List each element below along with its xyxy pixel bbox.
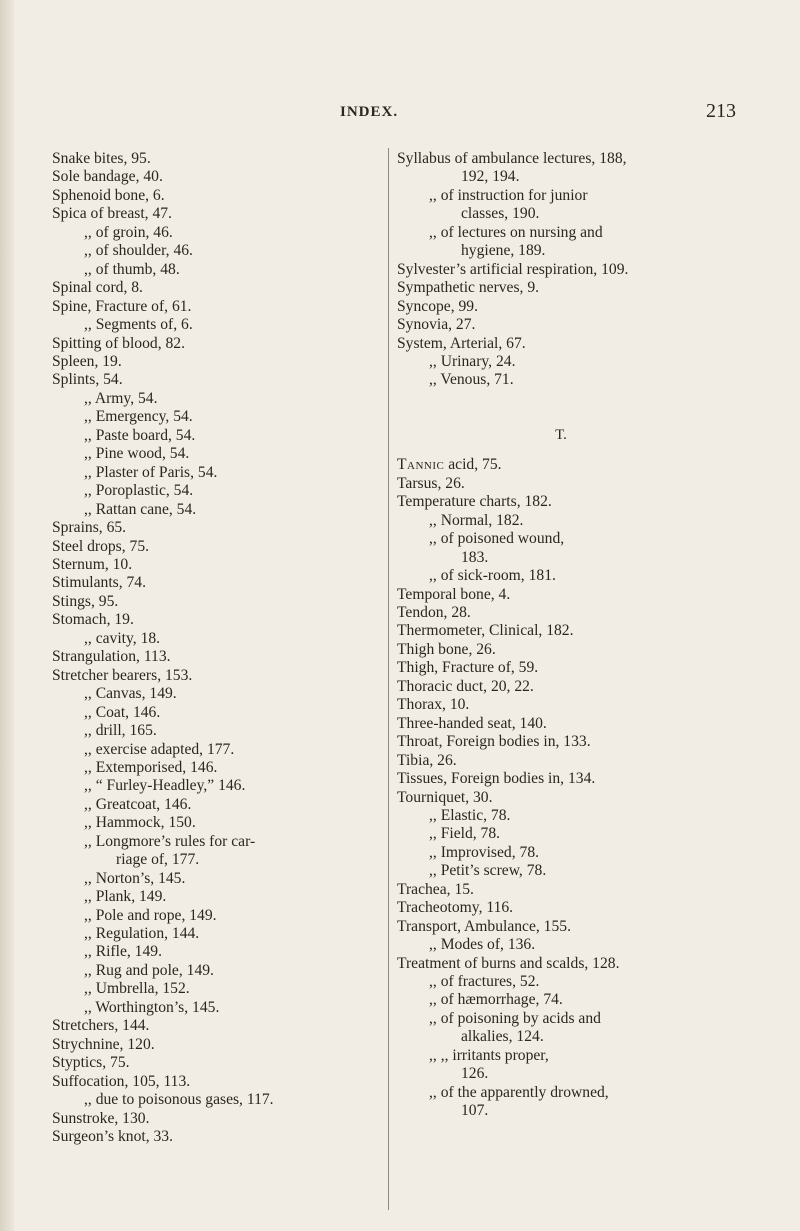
index-entry: Syncope, 99. xyxy=(397,297,478,315)
index-entry: ,, Urinary, 24. xyxy=(429,352,516,370)
index-entry: Stretchers, 144. xyxy=(52,1017,150,1035)
index-entry: ,, of instruction for junior xyxy=(429,186,588,204)
index-entry: Synovia, 27. xyxy=(397,316,476,334)
index-entry: Spleen, 19. xyxy=(52,352,122,370)
index-entry: ,, of poisoned wound, xyxy=(429,530,565,548)
index-entry: Tracheotomy, 116. xyxy=(397,899,514,917)
index-entry: 183. xyxy=(461,548,489,566)
index-entry: Sternum, 10. xyxy=(52,555,133,573)
index-entry: Treatment of burns and scalds, 128. xyxy=(397,954,620,972)
index-entry: ,, of thumb, 48. xyxy=(84,260,180,278)
index-entry: Spitting of blood, 82. xyxy=(52,334,185,352)
index-entry: Transport, Ambulance, 155. xyxy=(397,917,571,935)
index-entry: ,, due to poisonous gases, 117. xyxy=(84,1091,274,1109)
index-entry: ,, Plank, 149. xyxy=(84,888,167,906)
page-edge xyxy=(0,0,14,1231)
index-entry: ,, Venous, 71. xyxy=(429,371,514,389)
index-entry: ,, Worthington’s, 145. xyxy=(84,998,220,1016)
index-entry: ,, Segments of, 6. xyxy=(84,316,193,334)
index-entry: ,, Hammock, 150. xyxy=(84,814,196,832)
index-entry: ,, “ Furley-Headley,” 146. xyxy=(84,777,246,795)
index-entry: ,, of shoulder, 46. xyxy=(84,242,193,260)
index-entry: ,, Normal, 182. xyxy=(429,511,524,529)
index-entry: ,, Longmore’s rules for car- xyxy=(84,832,256,850)
index-entry: Temporal bone, 4. xyxy=(397,585,511,603)
running-title: INDEX. xyxy=(340,104,399,120)
index-entry: ,, of hæmorrhage, 74. xyxy=(429,991,563,1009)
index-entry: ,, Umbrella, 152. xyxy=(84,980,190,998)
index-entry: Spine, Fracture of, 61. xyxy=(52,297,192,315)
index-entry: Strangulation, 113. xyxy=(52,648,171,666)
index-entry: ,, of the apparently drowned, xyxy=(429,1083,609,1101)
index-entry: ,, Rifle, 149. xyxy=(84,943,162,961)
index-entry: ,, Pine wood, 54. xyxy=(84,445,190,463)
index-entry: Three-handed seat, 140. xyxy=(397,714,547,732)
index-entry: ,, Plaster of Paris, 54. xyxy=(84,463,218,481)
index-entry: ,, of poisoning by acids and xyxy=(429,1009,601,1027)
index-entry: Throat, Foreign bodies in, 133. xyxy=(397,733,591,751)
index-entry: ,, exercise adapted, 177. xyxy=(84,740,235,758)
index-entry: Sylvester’s artificial respiration, 109. xyxy=(397,260,629,278)
index-entry: classes, 190. xyxy=(461,205,540,223)
index-entry: riage of, 177. xyxy=(116,851,200,869)
index-entry: Sole bandage, 40. xyxy=(52,168,163,186)
index-entry: ,, Petit’s screw, 78. xyxy=(429,862,547,880)
index-entry: Suffocation, 105, 113. xyxy=(52,1072,191,1090)
index-entry: ,, Elastic, 78. xyxy=(429,806,511,824)
index-entry: Sphenoid bone, 6. xyxy=(52,186,165,204)
page-header xyxy=(0,100,800,128)
index-entry: Snake bites, 95. xyxy=(52,150,151,167)
index-entry: ,, Rattan cane, 54. xyxy=(84,500,197,518)
index-entry: Splints, 54. xyxy=(52,371,123,389)
index-entry: Syllabus of ambulance lectures, 188, xyxy=(397,150,627,167)
index-entry: Stings, 95. xyxy=(52,592,119,610)
index-entry: ,, Improvised, 78. xyxy=(429,843,540,861)
index-entry: ,, ,, irritants proper, xyxy=(429,1046,549,1064)
index-entry: Sympathetic nerves, 9. xyxy=(397,279,540,297)
index-entry: Surgeon’s knot, 33. xyxy=(52,1128,174,1146)
index-entry: System, Arterial, 67. xyxy=(397,334,526,352)
index-entry: Tarsus, 26. xyxy=(397,474,465,492)
index-entry: Steel drops, 75. xyxy=(52,537,150,555)
index-entry: 126. xyxy=(461,1065,489,1083)
index-entry: ,, Army, 54. xyxy=(84,389,158,407)
page-number: 213 xyxy=(706,100,736,122)
index-entry: Tendon, 28. xyxy=(397,603,471,621)
index-entry: 192, 194. xyxy=(461,168,520,186)
index-entry: Tibia, 26. xyxy=(397,751,457,769)
index-entry: Thigh bone, 26. xyxy=(397,640,496,658)
index-entry: ,, Field, 78. xyxy=(429,825,501,843)
index-entry: hygiene, 189. xyxy=(461,242,546,260)
index-entry: ,, Poroplastic, 54. xyxy=(84,482,194,500)
index-entry: ,, Greatcoat, 146. xyxy=(84,795,192,813)
smallcaps-headword: Tannic xyxy=(397,456,445,474)
index-entry: Tannic acid, 75. xyxy=(397,456,502,474)
index-entry: Thigh, Fracture of, 59. xyxy=(397,659,539,677)
right-column xyxy=(397,150,725,1121)
index-entry: Thoracic duct, 20, 22. xyxy=(397,677,534,695)
section-letter-t: T. xyxy=(555,426,567,443)
index-entry: ,, Modes of, 136. xyxy=(429,936,536,954)
section-s-continued xyxy=(397,150,725,390)
left-column xyxy=(52,150,377,1146)
index-entry: ,, Regulation, 144. xyxy=(84,925,200,943)
index-entry: ,, of fractures, 52. xyxy=(429,973,540,991)
index-entry: Stretcher bearers, 153. xyxy=(52,666,193,684)
index-entry: Tissues, Foreign bodies in, 134. xyxy=(397,770,596,788)
index-entry: Sprains, 65. xyxy=(52,519,127,537)
index-entry: Thorax, 10. xyxy=(397,696,470,714)
index-entry: ,, Norton’s, 145. xyxy=(84,869,186,887)
section-t xyxy=(397,456,725,1120)
index-entry: ,, Paste board, 54. xyxy=(84,426,196,444)
column-rule xyxy=(388,148,389,1210)
index-entry: Trachea, 15. xyxy=(397,880,474,898)
index-entry: Stimulants, 74. xyxy=(52,574,147,592)
index-entry: Thermometer, Clinical, 182. xyxy=(397,622,574,640)
index-entry: 107. xyxy=(461,1102,489,1120)
index-entry: Sunstroke, 130. xyxy=(52,1109,150,1127)
index-entry: ,, Coat, 146. xyxy=(84,703,161,721)
index-entry: ,, of groin, 46. xyxy=(84,223,173,241)
index-entry: Styptics, 75. xyxy=(52,1054,130,1072)
index-entry: Spinal cord, 8. xyxy=(52,279,143,297)
index-entry: Strychnine, 120. xyxy=(52,1035,155,1053)
index-entry: ,, Pole and rope, 149. xyxy=(84,906,217,924)
index-entry: ,, Rug and pole, 149. xyxy=(84,961,214,979)
index-entry: ,, drill, 165. xyxy=(84,722,157,740)
index-entry: ,, Extemporised, 146. xyxy=(84,758,218,776)
index-entry: Spica of breast, 47. xyxy=(52,205,172,223)
index-entry: Temperature charts, 182. xyxy=(397,493,552,511)
index-entry: Tourniquet, 30. xyxy=(397,788,493,806)
index-entry: ,, Emergency, 54. xyxy=(84,408,193,426)
index-entry: ,, Canvas, 149. xyxy=(84,685,177,703)
index-entry: alkalies, 124. xyxy=(461,1028,544,1046)
index-entry: ,, of sick-room, 181. xyxy=(429,567,556,585)
index-entry: ,, cavity, 18. xyxy=(84,629,161,647)
index-entry: ,, of lectures on nursing and xyxy=(429,223,603,241)
index-entry: Stomach, 19. xyxy=(52,611,134,629)
